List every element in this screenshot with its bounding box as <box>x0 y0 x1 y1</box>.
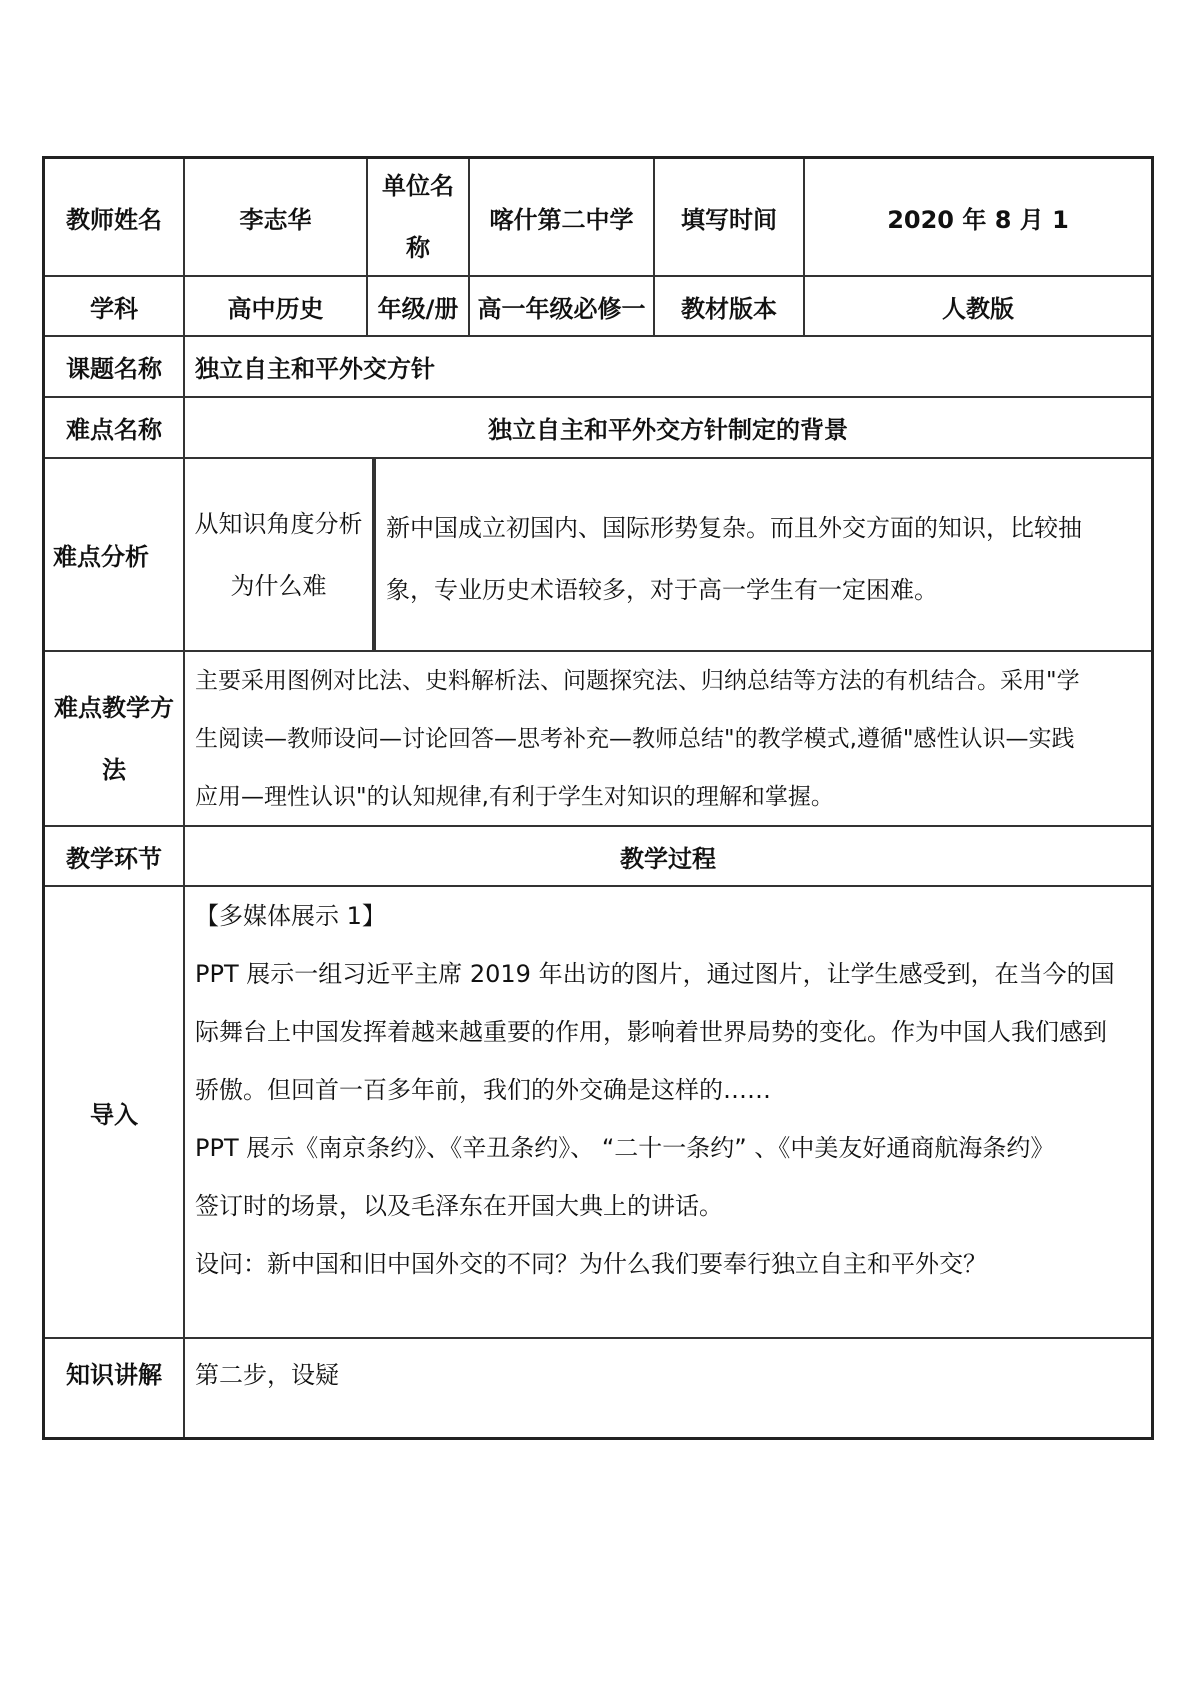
method-label-line2: 法 <box>102 755 126 784</box>
knowledge-row <box>45 1339 1151 1437</box>
intro-row <box>45 887 1151 1339</box>
unit-label-line2: 称 <box>406 234 430 262</box>
teacher-label: 教师姓名 <box>66 205 162 234</box>
method-content-line3: 应用—理性认识"的认知规律,有利于学生对知识的理解和掌握。 <box>195 784 834 810</box>
grade-label: 年级/册 <box>366 277 468 335</box>
analysis-row <box>45 459 1151 652</box>
subject-value: 高中历史 <box>183 277 366 335</box>
method-content <box>183 652 1151 825</box>
subject-row <box>45 277 1151 337</box>
topic-row <box>45 337 1151 398</box>
analysis-content-line2: 象，专业历史术语较多，对于高一学生有一定困难。 <box>386 576 938 604</box>
unit-label <box>366 159 468 275</box>
textbook-value: 人教版 <box>803 277 1151 335</box>
analysis-sub-label-line2: 为什么难 <box>230 571 327 600</box>
subject-label: 学科 <box>90 294 138 323</box>
lesson-plan-table <box>42 156 1154 1440</box>
date-label: 填写时间 <box>653 159 803 275</box>
knowledge-content: 第二步，设疑 <box>183 1339 1151 1437</box>
intro-line: 【多媒体展示 1】 <box>195 902 386 930</box>
date-value: 2020 年 8 月 1 <box>803 159 1151 275</box>
process-value: 教学过程 <box>183 827 1151 885</box>
method-row <box>45 652 1151 827</box>
process-label: 教学环节 <box>66 844 162 873</box>
header-row <box>45 159 1151 277</box>
difficulty-row <box>45 398 1151 459</box>
process-header-row <box>45 827 1151 887</box>
method-label <box>45 652 183 825</box>
method-content-line1: 主要采用图例对比法、史料解析法、问题探究法、归纳总结等方法的有机结合。采用"学 <box>195 668 1080 694</box>
intro-label: 导入 <box>90 1100 138 1129</box>
analysis-label: 难点分析 <box>53 543 149 571</box>
difficulty-label: 难点名称 <box>66 416 162 444</box>
analysis-content-line1: 新中国成立初国内、国际形势复杂。而且外交方面的知识，比较抽 <box>386 514 1082 542</box>
intro-line: 际舞台上中国发挥着越来越重要的作用，影响着世界局势的变化。作为中国人我们感到 <box>195 1018 1107 1046</box>
intro-content <box>183 887 1151 1337</box>
knowledge-label: 知识讲解 <box>66 1361 162 1389</box>
topic-label: 课题名称 <box>66 355 162 383</box>
intro-line: 签订时的场景，以及毛泽东在开国大典上的讲话。 <box>195 1192 723 1220</box>
method-content-line2: 生阅读—教师设问—讨论回答—思考补充—教师总结"的教学模式,遵循"感性认识—实践 <box>195 726 1075 752</box>
analysis-sub-label-line1: 从知识角度分析 <box>194 509 363 538</box>
analysis-sub-label <box>183 459 372 650</box>
textbook-label: 教材版本 <box>653 277 803 335</box>
unit-name: 喀什第二中学 <box>468 159 653 275</box>
intro-line: 骄傲。但回首一百多年前，我们的外交确是这样的…… <box>195 1076 771 1104</box>
intro-line: PPT 展示《南京条约》、《辛丑条约》、 “二十一条约” 、《中美友好通商航海条约》 <box>195 1134 1055 1162</box>
intro-line: 设问：新中国和旧中国外交的不同？为什么我们要奉行独立自主和平外交？ <box>195 1250 987 1278</box>
method-label-line1: 难点教学方 <box>54 693 174 722</box>
difficulty-value: 独立自主和平外交方针制定的背景 <box>183 398 1151 457</box>
teacher-name: 李志华 <box>183 159 366 275</box>
grade-value: 高一年级必修一 <box>468 277 653 335</box>
analysis-content <box>372 459 1151 650</box>
topic-value: 独立自主和平外交方针 <box>183 337 1151 396</box>
unit-label-line1: 单位名 <box>382 172 454 200</box>
intro-line: PPT 展示一组习近平主席 2019 年出访的图片，通过图片，让学生感受到，在当今的国 <box>195 960 1115 988</box>
